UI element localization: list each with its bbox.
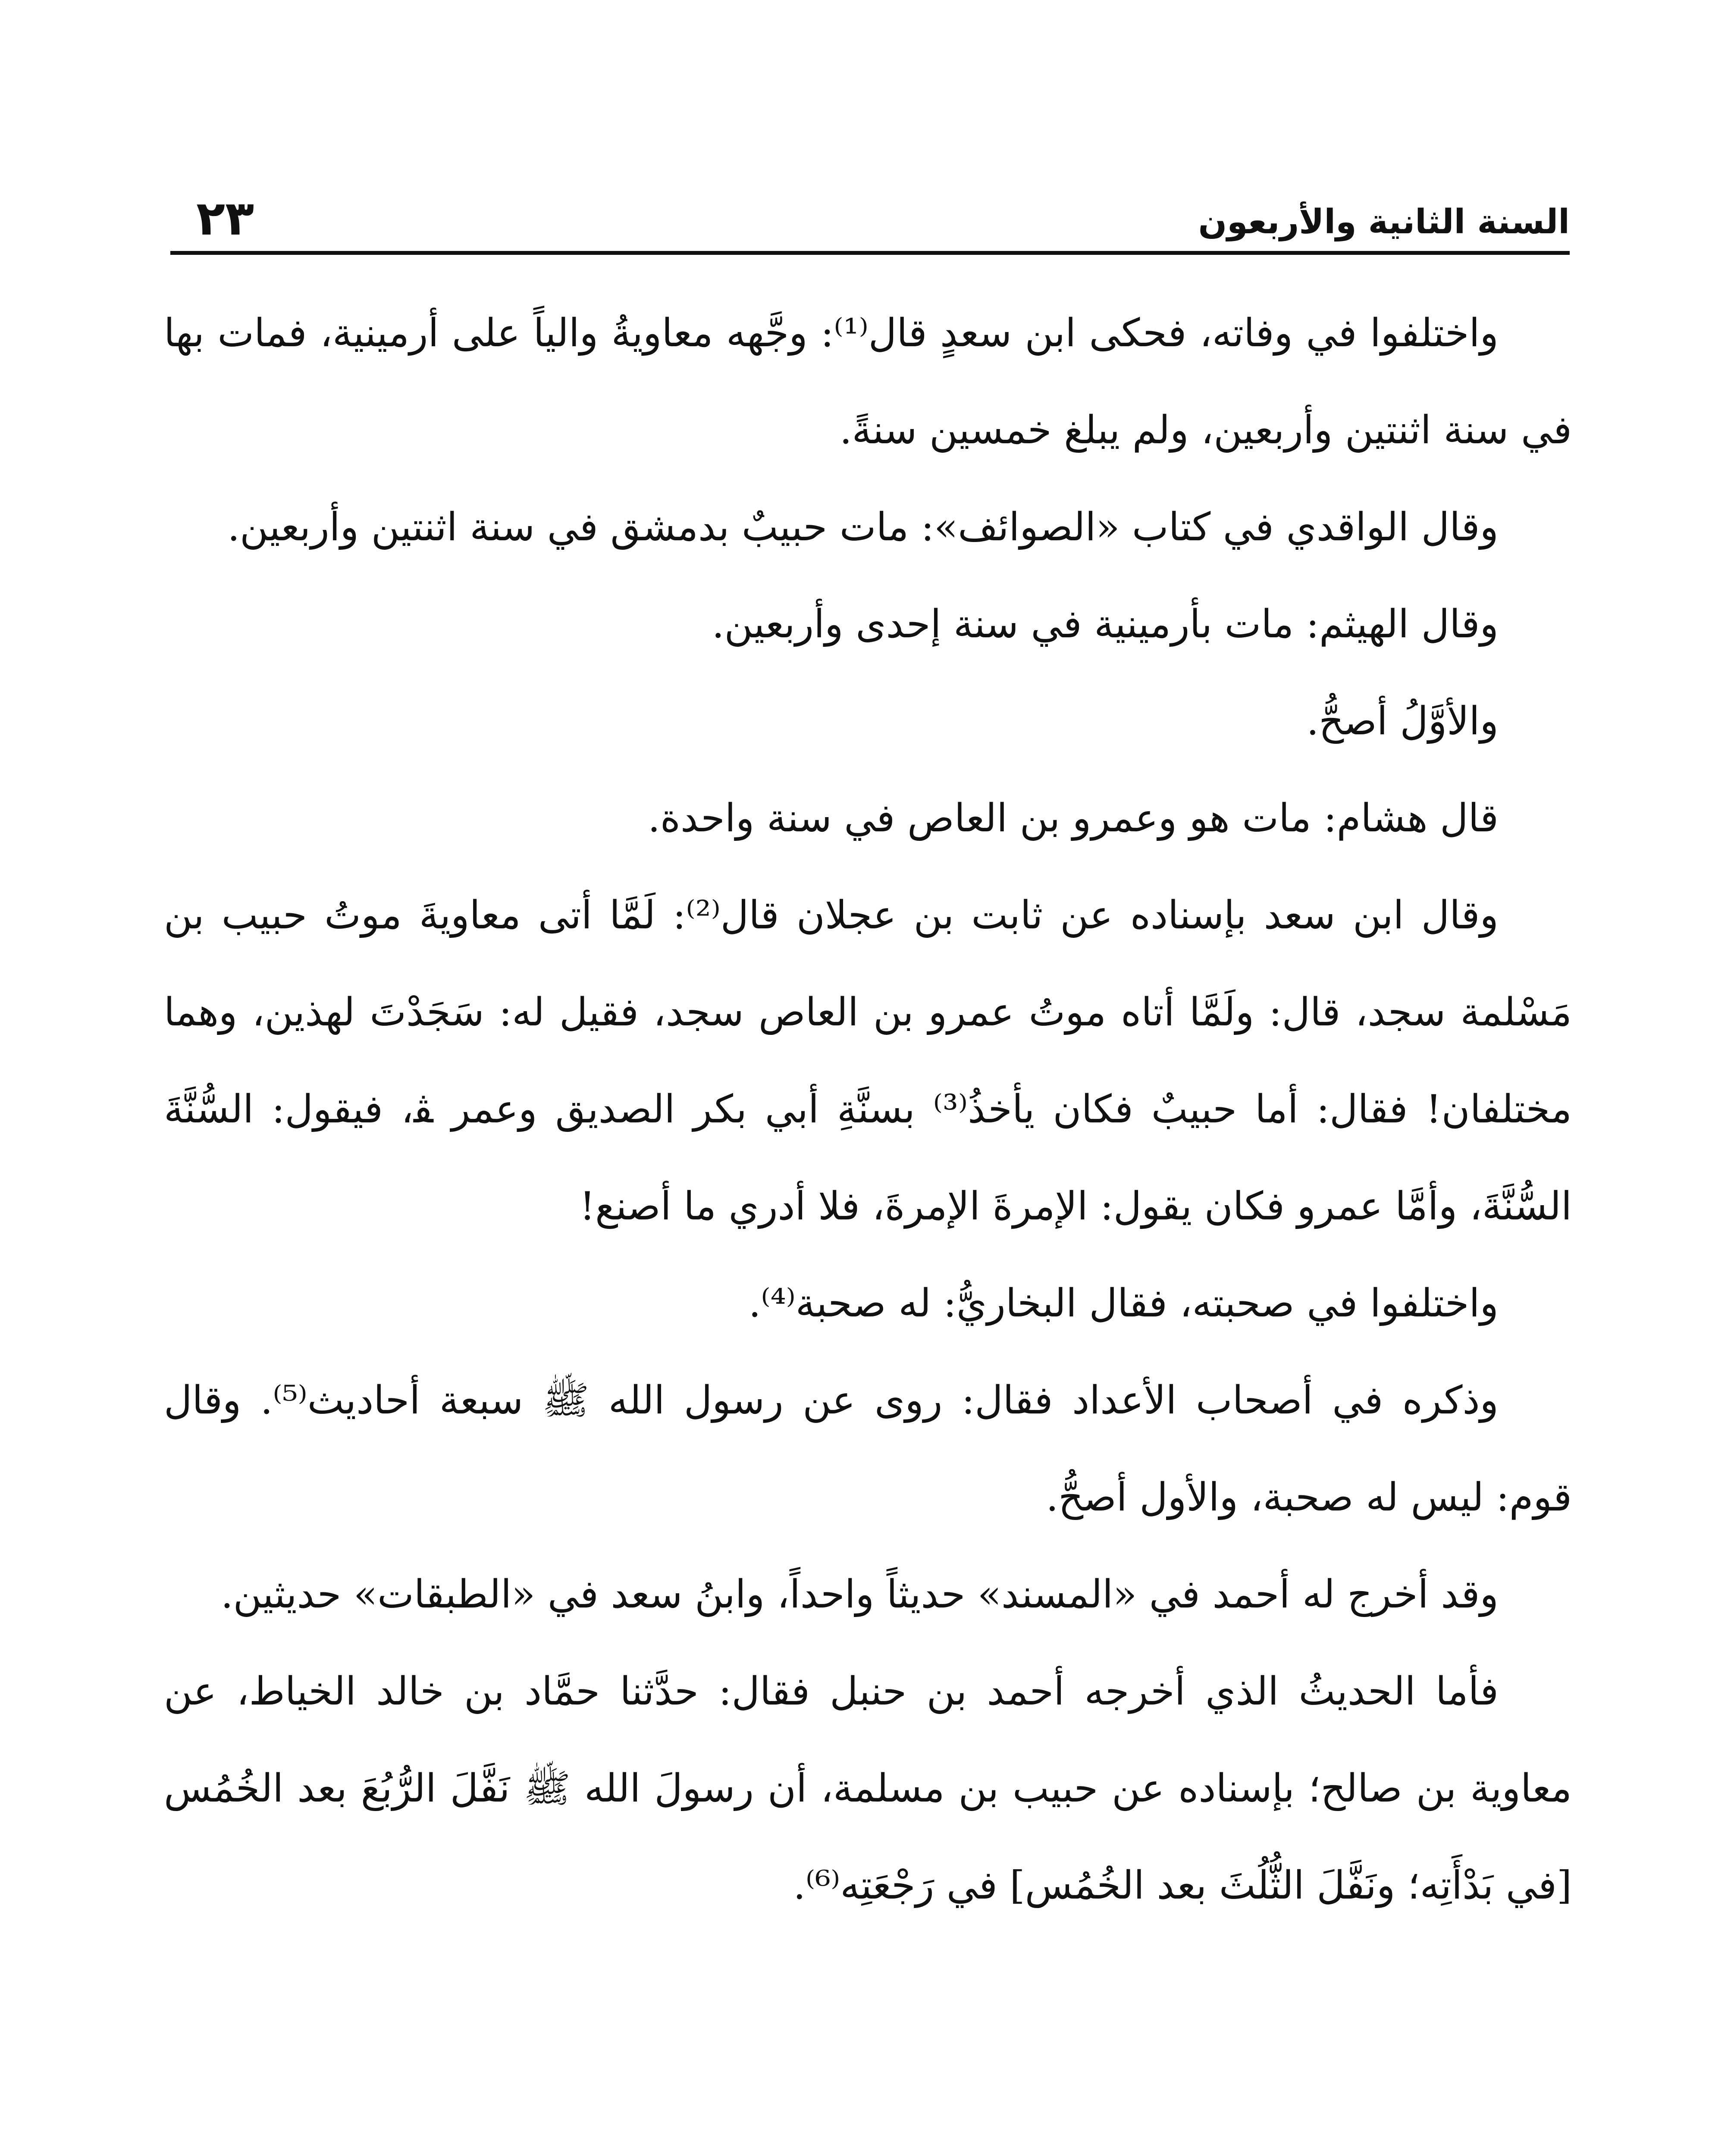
running-title: السنة الثانية والأربعون	[1198, 203, 1570, 241]
page-number: ٢٣	[196, 191, 254, 246]
paragraph: وذكره في أصحاب الأعداد فقال: روى عن رسول الله ﷺ سبعة أحاديث⁽⁵⁾. وقال قوم: ليس له صحبة، والأول أصحُّ.	[164, 1378, 1572, 1520]
paragraph: وقال ابن سعد بإسناده عن ثابت بن عجلان قال⁽²⁾: لَمَّا أتى معاويةَ موتُ حبيب بن مَسْلمة سجد، قال: ولَمَّا أتاه موتُ عمرو بن العاص سجد، فقيل له: سَجَدْتَ لهذين، وهما مختلفان! فقال: أما حبيبٌ فكان يأخذُ⁽³⁾ بسنَّةِ أبي بكر الصديق وعمر ﭭ، فيقول: السُّنَّةَ السُّنَّةَ، وأمَّا عمرو فكان يقول: الإمرةَ الإمرةَ، فلا أدري ما أصنع!	[164, 893, 1572, 1229]
paragraph: واختلفوا في صحبته، فقال البخاريُّ: له صحبة⁽⁴⁾.	[748, 1281, 1499, 1326]
header-rule	[170, 251, 1570, 255]
paragraph: قال هشام: مات هو وعمرو بن العاص في سنة واحدة.	[648, 796, 1499, 841]
page-header	[170, 177, 1570, 250]
main-text	[164, 285, 1572, 1934]
paragraph: واختلفوا في وفاته، فحكى ابن سعدٍ قال⁽¹⁾: وجَّهه معاويةُ والياً على أرمينية، فمات بها في سنة اثنتين وأربعين، ولم يبلغ خمسين سنةً.	[164, 310, 1572, 453]
paragraph: فأما الحديثُ الذي أخرجه أحمد بن حنبل فقال: حدَّثنا حمَّاد بن خالد الخياط، عن معاوية بن صالح؛ بإسناده عن حبيب بن مسلمة، أن رسولَ الله ﷺ نَفَّلَ الرُّبُعَ بعد الخُمُس [في بَدْأَتِه؛ ونَفَّلَ الثُّلُثَ بعد الخُمُس] في رَجْعَتِه⁽⁶⁾.	[164, 1669, 1572, 1908]
paragraph: وقال الواقدي في كتاب «الصوائف»: مات حبيبٌ بدمشق في سنة اثنتين وأربعين.	[227, 505, 1499, 550]
paragraph: والأوَّلُ أصحُّ.	[1306, 699, 1499, 744]
paragraph: وقال الهيثم: مات بأرمينية في سنة إحدى وأربعين.	[712, 602, 1499, 647]
paragraph: وقد أخرج له أحمد في «المسند» حديثاً واحداً، وابنُ سعد في «الطبقات» حديثين.	[221, 1572, 1499, 1617]
